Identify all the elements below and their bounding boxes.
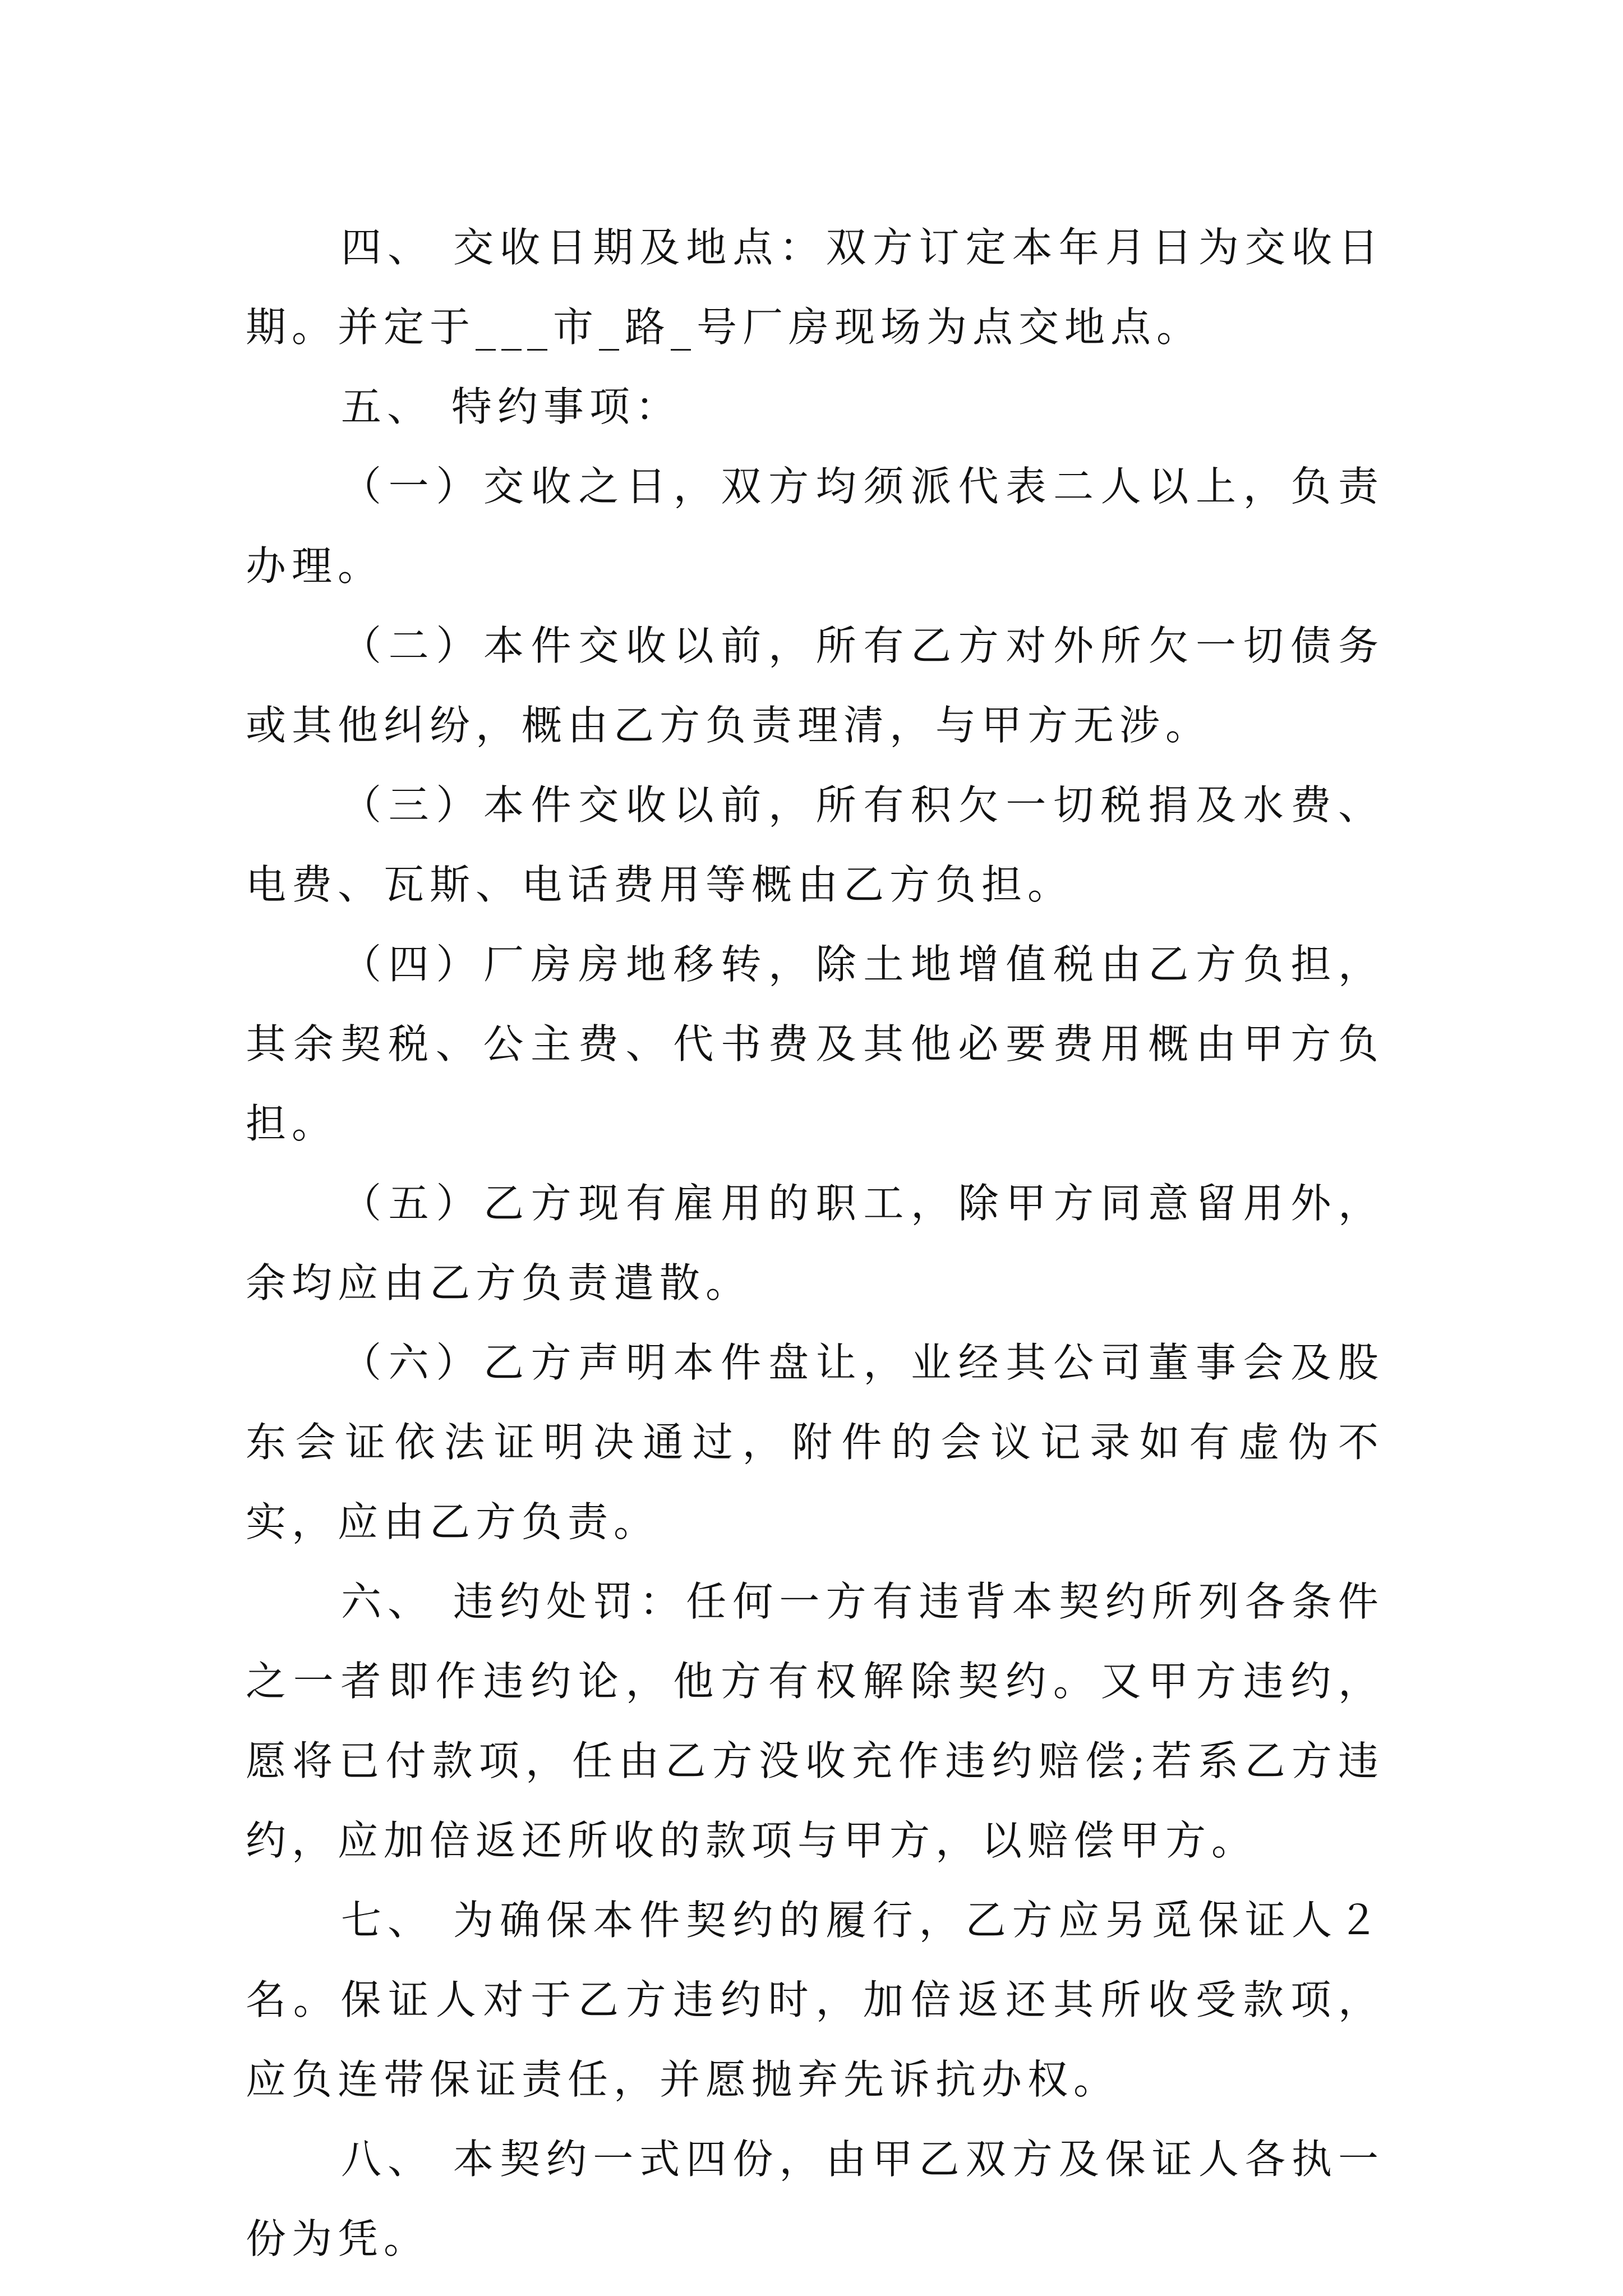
clause-five-item-2: （二）本件交收以前，所有乙方对外所欠一切债务或其他纠纷，概由乙方负责理清，与甲方无涉。 xyxy=(246,622,1384,749)
clause-four-delivery: 四、 交收日期及地点：双方订定本年月日为交收日期。并定于___市_路_号厂房现场为点交地点。 xyxy=(246,224,1384,351)
clause-five-heading: 五、 特约事项： xyxy=(341,383,681,430)
clause-eight-copies: 八、 本契约一式四份，由甲乙双方及保证人各执一份为凭。 xyxy=(246,2136,1384,2262)
clause-seven-guarantor: 七、 为确保本件契约的履行，乙方应另觅保证人２名。保证人对于乙方违约时，加倍返还其所收受款项，应负连带保证责任，并愿抛弃先诉抗办权。 xyxy=(246,1897,1384,2103)
clause-six-penalty: 六、 违约处罚：任何一方有违背本契约所列各条件之一者即作违约论，他方有权解除契约。又甲方违约，愿将已付款项，任由乙方没收充作违约赔偿;若系乙方违约，应加倍返还所收的款项与甲方，以赔偿甲方。 xyxy=(246,1578,1384,1864)
clause-five-item-5: （五）乙方现有雇用的职工，除甲方同意留用外，余均应由乙方负责遣散。 xyxy=(246,1180,1384,1306)
clause-five-item-4: （四）厂房房地移转，除土地增值税由乙方负担，其余契税、公主费、代书费及其他必要费用概由甲方负担。 xyxy=(246,941,1384,1147)
clause-five-item-1: （一）交收之日，双方均须派代表二人以上，负责办理。 xyxy=(246,463,1384,590)
clause-five-item-3: （三）本件交收以前，所有积欠一切税捐及水费、电费、瓦斯、电话费用等概由乙方负担。 xyxy=(246,781,1384,908)
document-body xyxy=(246,208,1384,2279)
clause-five-item-6: （六）乙方声明本件盘让，业经其公司董事会及股东会证依法证明决通过，附件的会议记录如有虚伪不实，应由乙方负责。 xyxy=(246,1339,1384,1545)
